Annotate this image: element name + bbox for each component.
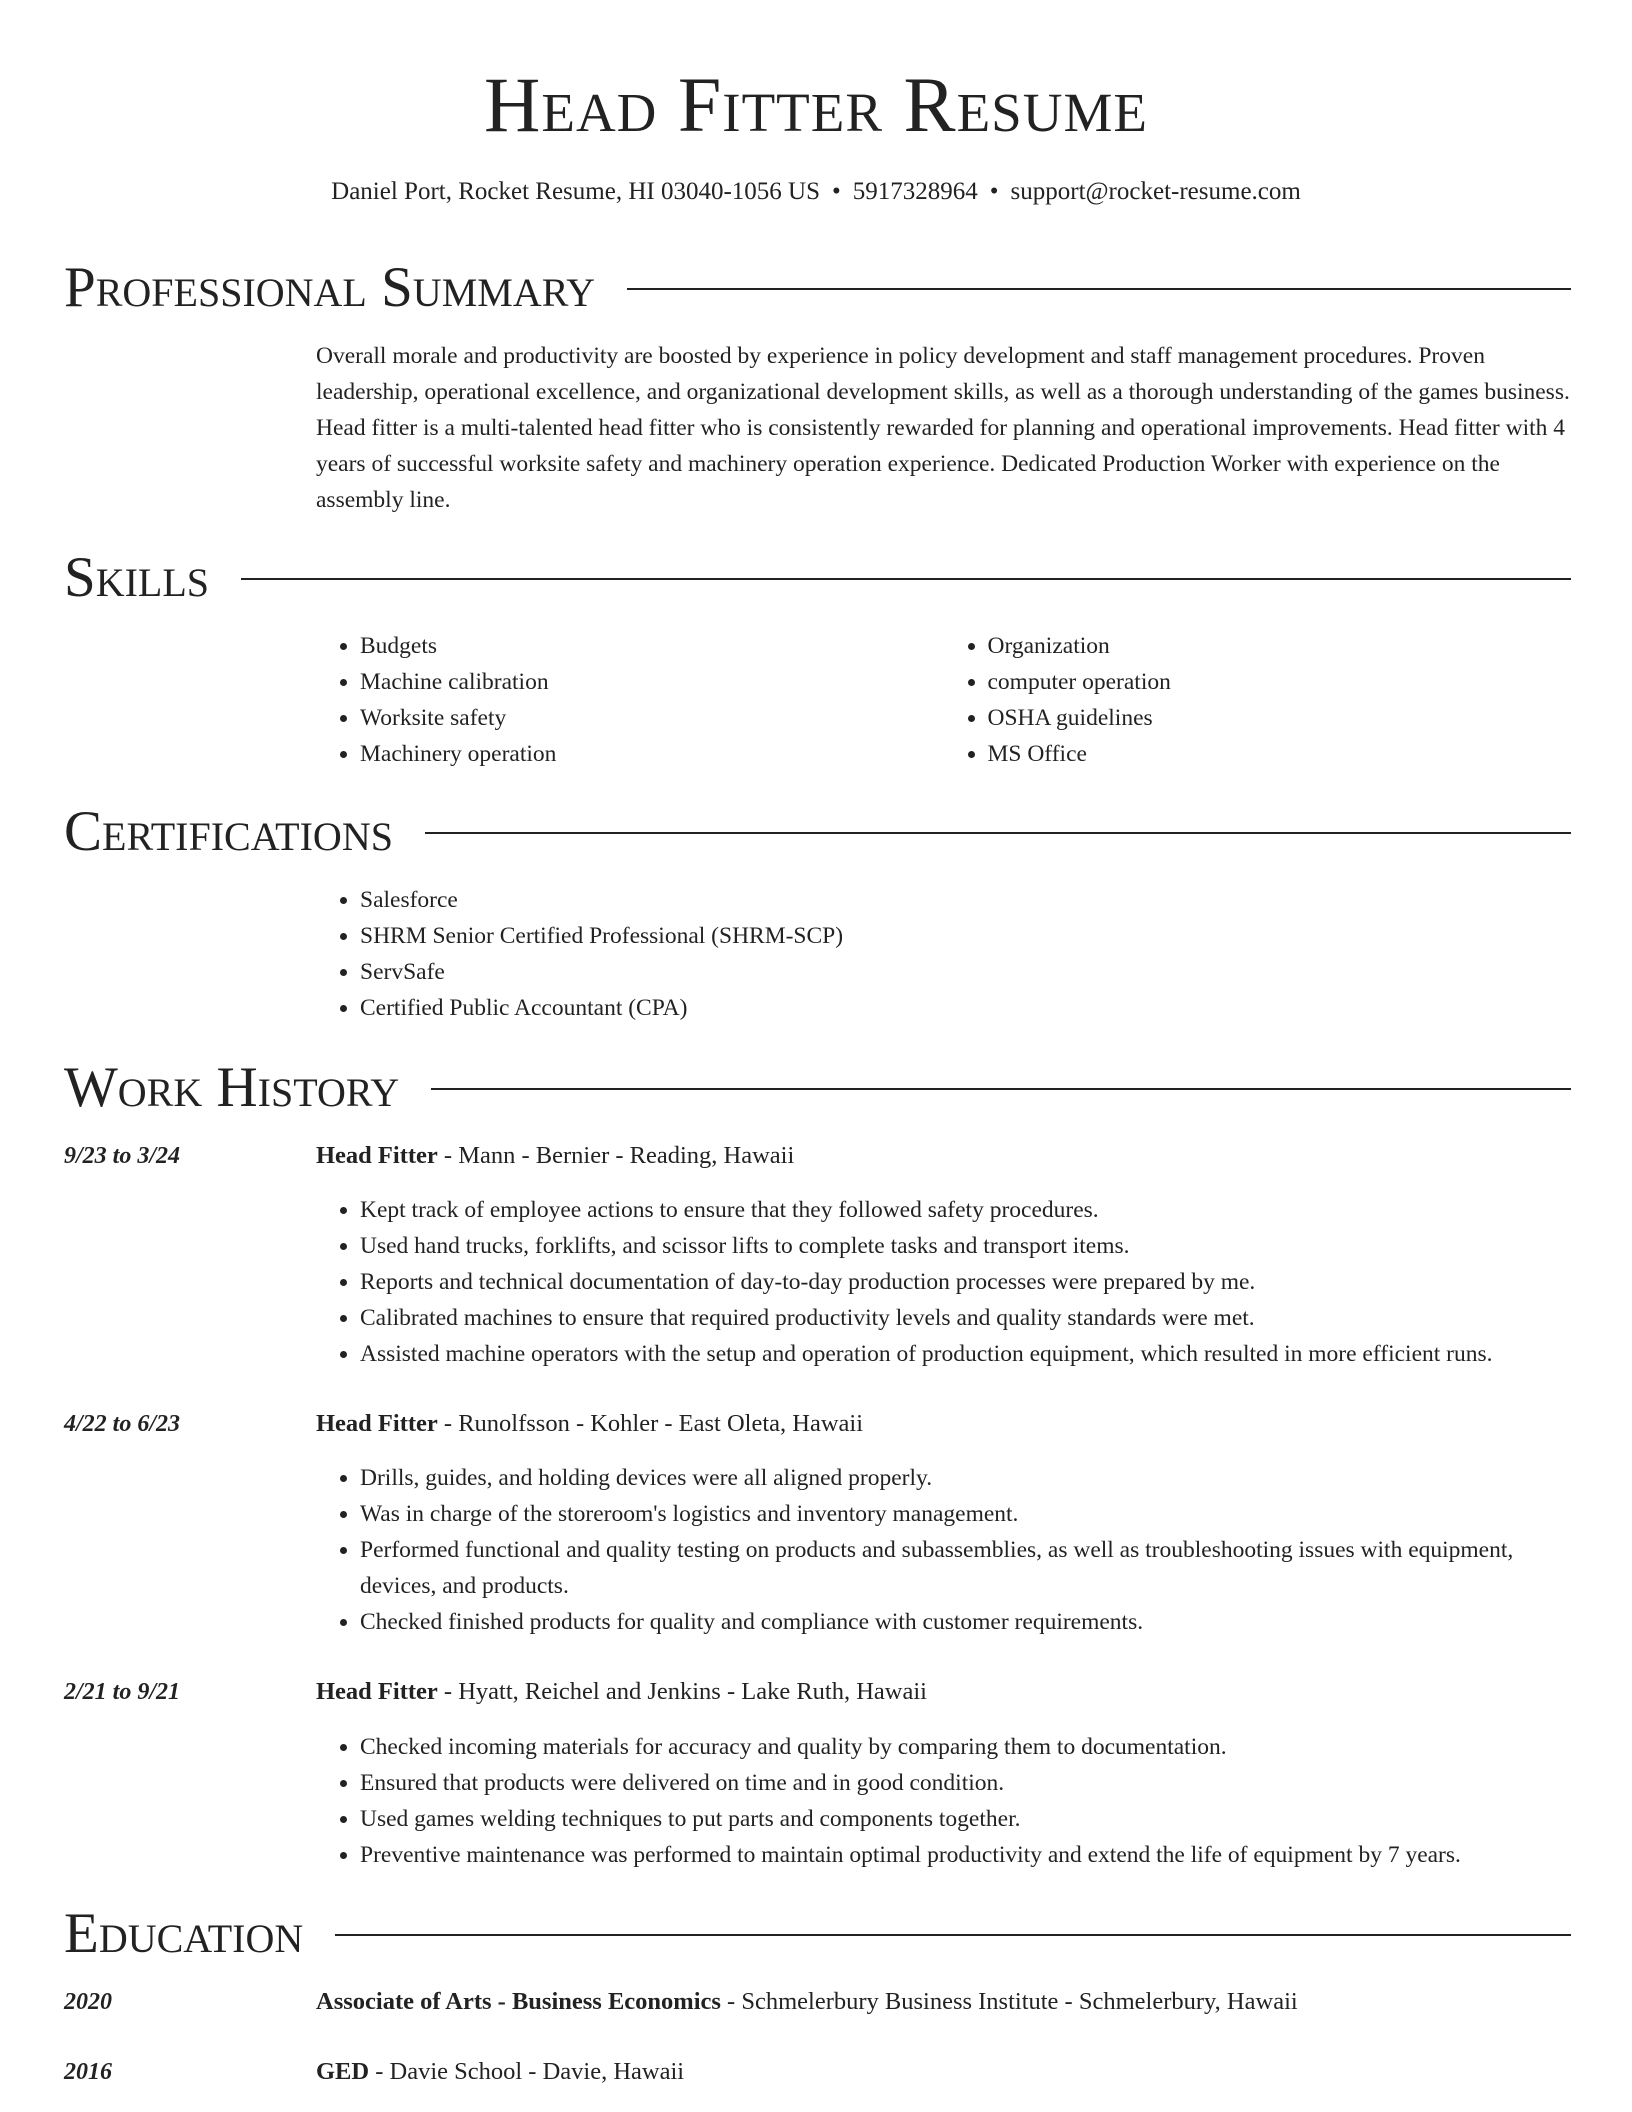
skill-item: • OSHA guidelines: [988, 700, 1572, 736]
job-dates: 9/23 to 3/24: [64, 1143, 181, 1169]
job-dates: 4/22 to 6/23: [64, 1411, 181, 1437]
skills-list-right: [944, 628, 1572, 772]
job-employer-location: - Hyatt, Reichel and Jenkins - Lake Ruth, Hawaii: [437, 1678, 927, 1705]
section-divider: [335, 1934, 1571, 1936]
section-divider: [431, 1088, 1571, 1090]
contact-address: Daniel Port, Rocket Resume, HI 03040-1056 US: [331, 178, 820, 205]
job-dates: 2/21 to 9/21: [64, 1679, 181, 1705]
contact-separator: •: [832, 178, 841, 205]
skill-item: • Machinery operation: [360, 736, 944, 772]
section-divider: [425, 832, 1571, 834]
section-title-certifications: Certifications: [64, 800, 393, 863]
job-bullet: • Used games welding techniques to put parts and components together.: [360, 1801, 1576, 1837]
contact-separator: •: [989, 178, 999, 205]
education-entry: [316, 2054, 1571, 2090]
job-heading: [316, 1406, 1571, 1442]
skills-list-left: [316, 628, 944, 772]
job-title: Head Fitter: [316, 1410, 438, 1437]
education-school-location: - Schmelerbury Business Institute - Schmelerbury, Hawaii: [720, 1988, 1298, 2015]
section-title-summary: Professional Summary: [64, 256, 596, 319]
section-title-education: Education: [64, 1902, 304, 1965]
summary-block: [316, 338, 1571, 518]
skill-item: • Worksite safety: [360, 700, 944, 736]
summary-text: Overall morale and productivity are boosted by experience in policy development and staff management procedures. Proven leadership, operational excellence, and organizational development skills, as well as a thorough understanding of the games business. Head fitter is a multi-talented head fitter who is consistently rewarded for planning and operational improvements. Head fitter with 4 years of successful worksite safety and machinery operation experience. Dedicated Production Worker with experience on the assembly line.: [316, 343, 1570, 513]
job-title: Head Fitter: [316, 1678, 438, 1705]
skill-item: • Organization: [988, 628, 1572, 664]
job-bullet: • Used hand trucks, forklifts, and scissor lifts to complete tasks and transport items.: [360, 1228, 1576, 1264]
job-bullet: • Was in charge of the storeroom's logistics and inventory management.: [360, 1496, 1576, 1532]
job-bullets: [316, 1192, 1576, 1372]
certifications-list: [316, 882, 1571, 1026]
skills-block: [316, 628, 1571, 772]
section-divider: [241, 578, 1571, 580]
job-bullet: • Drills, guides, and holding devices were all aligned properly.: [360, 1460, 1576, 1496]
job-employer-location: - Mann - Bernier - Reading, Hawaii: [437, 1142, 795, 1169]
certification-item: • SHRM Senior Certified Professional (SHRM-SCP): [360, 918, 1571, 954]
education-year: 2020: [64, 1989, 112, 2015]
section-title-skills: Skills: [64, 546, 210, 609]
job-bullet: • Performed functional and quality testing on products and subassemblies, as well as troubleshooting issues with equipment, devices, and products.: [360, 1532, 1576, 1604]
job-heading: [316, 1674, 1571, 1710]
section-header-work: [64, 1056, 1571, 1120]
education-degree: GED: [316, 2058, 370, 2085]
section-header-certifications: [64, 800, 1571, 864]
certification-item: • Certified Public Accountant (CPA): [360, 990, 1571, 1026]
job-bullet: • Reports and technical documentation of day-to-day production processes were prepared by me.: [360, 1264, 1576, 1300]
education-degree: Associate of Arts - Business Economics: [316, 1988, 721, 2015]
section-header-summary: [64, 256, 1571, 320]
skill-item: • Budgets: [360, 628, 944, 664]
section-title-work: Work History: [64, 1056, 400, 1119]
job-employer-location: - Runolfsson - Kohler - East Oleta, Hawaii: [437, 1410, 864, 1437]
job-bullet: • Assisted machine operators with the setup and operation of production equipment, which resulted in more efficient runs.: [360, 1336, 1576, 1372]
skill-item: • Machine calibration: [360, 664, 944, 700]
job-bullet: • Calibrated machines to ensure that required productivity levels and quality standards were met.: [360, 1300, 1576, 1336]
certification-item: • ServSafe: [360, 954, 1571, 990]
job-bullet: • Checked incoming materials for accuracy and quality by comparing them to documentation.: [360, 1729, 1576, 1765]
job-bullet: • Preventive maintenance was performed to maintain optimal productivity and extend the life of equipment by 7 years.: [360, 1837, 1576, 1873]
job-bullets: [316, 1729, 1576, 1873]
section-header-education: [64, 1902, 1571, 1966]
certification-item: • Salesforce: [360, 882, 1571, 918]
resume-title: Head Fitter Resume: [484, 61, 1148, 148]
skill-item: • computer operation: [988, 664, 1572, 700]
job-bullet: • Ensured that products were delivered on time and in good condition.: [360, 1765, 1576, 1801]
job-title: Head Fitter: [316, 1142, 438, 1169]
contact-email: support@rocket-resume.com: [1010, 178, 1301, 205]
job-heading: [316, 1138, 1571, 1174]
education-year: 2016: [64, 2059, 112, 2085]
section-header-skills: [64, 546, 1571, 610]
contact-line: [0, 176, 1632, 208]
job-bullet: • Kept track of employee actions to ensure that they followed safety procedures.: [360, 1192, 1576, 1228]
education-school-location: - Davie School - Davie, Hawaii: [369, 2058, 685, 2085]
job-bullet-list: [316, 1729, 1576, 1873]
section-divider: [627, 288, 1571, 290]
contact-phone: 5917328964: [852, 178, 978, 205]
job-bullet: • Checked finished products for quality and compliance with customer requirements.: [360, 1604, 1576, 1640]
education-entry: [316, 1984, 1571, 2020]
job-bullet-list: [316, 1192, 1576, 1372]
certifications-block: [316, 882, 1571, 1026]
job-bullet-list: [316, 1460, 1576, 1640]
job-bullets: [316, 1460, 1576, 1640]
skill-item: • MS Office: [988, 736, 1572, 772]
